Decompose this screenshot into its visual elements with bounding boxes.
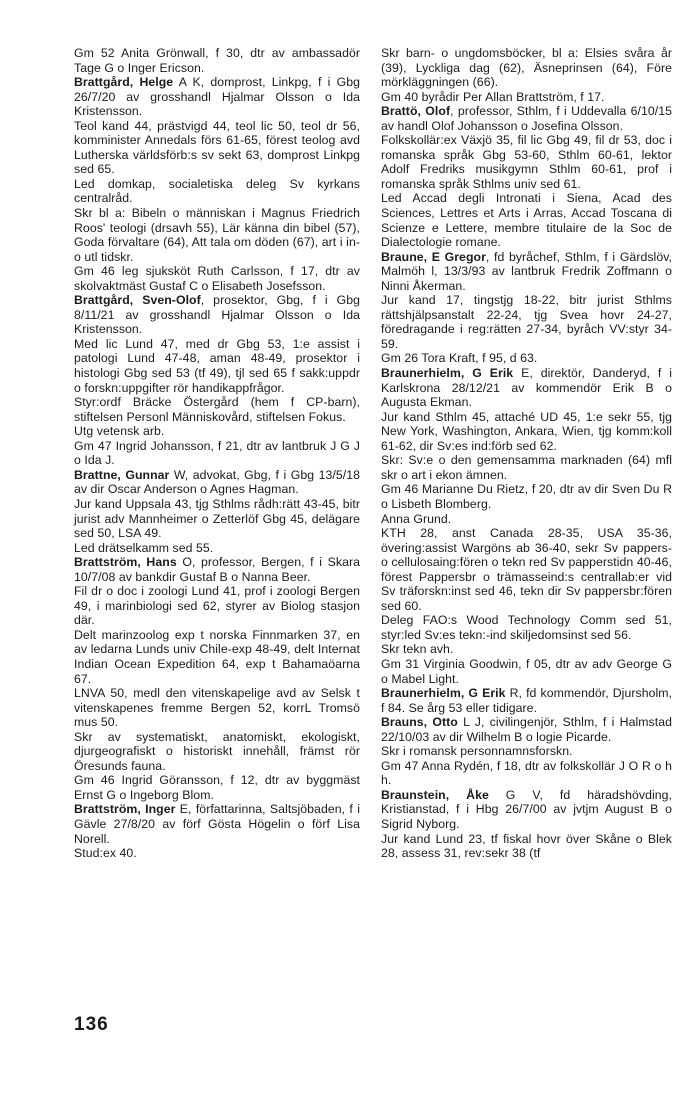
text-paragraph [74,177,360,206]
paragraph-text: Gm 31 Virginia Goodwin, f 05, dtr av adv George G o Mabel Light. [381,656,672,686]
paragraph-text: Skr: Sv:e o den gemensamma marknaden (64) mfl skr o art i ekon ämnen. [381,453,672,482]
paragraph-text: Skr i romansk personnamnsforskn. [381,744,573,759]
paragraph-text: A K, domprost, Linkpg, f i Gbg 26/7/20 av grosshandl Hjalmar Olsson o Ida Kristensson. [74,75,360,119]
entry-name: Braunstein, Åke [381,787,489,802]
text-paragraph [74,395,360,424]
paragraph-text: Led Accad degli Intronati i Siena, Acad des Sciences, Lettres et Arts i Arras, Accad Toscana di Scienze e Lettere, membre titulaire de la Soc de Dialectologie romane. [381,191,672,250]
entry-name: Braune, E Gregor [381,249,486,264]
entry-paragraph [381,686,672,715]
paragraph-text: O, professor, Bergen, f i Skara 10/7/08 av bankdir Gustaf B o Nanna Beer. [74,555,361,584]
paragraph-text: Gm 26 Tora Kraft, f 95, d 63. [381,351,538,366]
entry-name: Brauns, Otto [381,715,458,730]
text-paragraph [381,293,672,351]
text-paragraph [381,191,672,249]
text-paragraph [381,410,672,454]
text-paragraph [74,46,360,75]
paragraph-text: Gm 52 Anita Grönwall, f 30, dtr av ambassadör Tage G o Inger Ericson. [74,46,360,75]
paragraph-text: Utg vetensk arb. [74,424,165,439]
entry-paragraph [74,293,360,337]
paragraph-text: Folkskollär:ex Växjö 35, fil lic Gbg 49, fil dr 53, doc i romanska språk Gbg 53-60, Sthlm 60-61, lektor Adolf Fredriks musikgymn Sthlm 60-61, prof i romanska språk Sthlms univ sed 61. [381,133,672,191]
text-paragraph [74,584,360,628]
paragraph-text: Fil dr o doc i zoologi Lund 41, prof i zoologi Bergen 49, i marinbiologi sed 62, styrer av Biolog stasjon där. [74,584,360,628]
text-paragraph [74,846,360,861]
entry-paragraph [381,250,672,294]
text-paragraph [381,759,672,788]
text-paragraph [74,686,360,730]
text-paragraph [381,642,672,657]
text-paragraph [381,351,672,366]
entry-name: Brattström, Hans [74,555,177,570]
paragraph-text: Teol kand 44, prästvigd 44, teol lic 50, teol dr 56, komminister Annedals förs 61-65, förest teolog avd Lutherska världsförb:s sv sekt 63, domprost Linkpg sed 65. [74,118,360,177]
entry-name: Braunerhielm, G Erik [381,366,514,381]
paragraph-text: Skr tekn avh. [381,642,454,657]
paragraph-text: Gm 46 Marianne Du Rietz, f 20, dtr av dir Sven Du R o Lisbeth Blomberg. [381,482,672,511]
text-paragraph [381,482,672,511]
paragraph-text: Gm 40 byrådir Per Allan Brattström, f 17. [381,89,605,104]
paragraph-text: Led drätselkamm sed 55. [74,540,214,555]
text-paragraph [381,832,672,861]
text-paragraph [381,744,672,759]
paragraph-text: Anna Grund. [381,511,452,526]
text-paragraph [381,46,672,90]
text-paragraph [74,497,360,541]
paragraph-text: Skr barn- o ungdomsböcker, bl a: Elsies svåra år (39), Lyckliga dag (62), Äsneprinsen (64), Före mörkläggningen (66). [381,46,672,90]
entry-paragraph [74,75,360,119]
paragraph-text: Jur kand Lund 23, tf fiskal hovr över Skåne o Blek 28, assess 31, rev:sekr 38 (tf [381,831,672,861]
paragraph-text: Skr bl a: Bibeln o människan i Magnus Friedrich Roos' teologi (drsavh 55), Lär känna din bibel (57), Goda förvaltare (64), Att tala om döden (67), art i in- o utl tidskr. [74,206,360,264]
text-paragraph [74,773,360,802]
text-paragraph [381,657,672,686]
text-paragraph [74,337,360,395]
paragraph-text: Gm 46 leg sjuksköt Ruth Carlsson, f 17, dtr av skolvaktmäst Gustaf C o Elisabeth Josefsson. [74,264,360,293]
paragraph-text: Jur kand Uppsala 43, tjg Sthlms rådh:rätt 43-45, bitr jurist adv Mannheimer o Zetterlöf Gbg 45, delägare sed 50, LSA 49. [74,496,360,541]
right-column [381,46,672,861]
paragraph-text: Skr av systematiskt, anatomiskt, ekologiskt, djurgeografiskt o historiskt innehåll, främst rör Öresunds fauna. [74,729,360,773]
paragraph-text: , prosektor, Gbg, f i Gbg 8/11/21 av grosshandl Hjalmar Olsson o Ida Kristensson. [74,293,361,337]
entry-name: Brattström, Inger [74,802,176,817]
paragraph-text: E, författarinna, Saltsjöbaden, f i Gävle 27/8/20 av förf Gösta Högelin o förf Lisa Norell. [74,802,360,846]
text-paragraph [74,119,360,177]
paragraph-text: Stud:ex 40. [74,846,137,861]
paragraph-text: Gm 46 Ingrid Göransson, f 12, dtr av byggmäst Ernst G o Ingeborg Blom. [74,773,360,802]
paragraph-text: Jur kand 17, tingstjg 18-22, bitr jurist Sthlms rättshjälpsanstalt 22-24, tjg Svea hovr 24-27, föredragande i reg:rätten 27-34, byråch VV:styr 34-59. [381,293,672,351]
entry-name: Brattö, Olof [381,104,451,119]
text-paragraph [381,526,672,613]
paragraph-text: , professor, Sthlm, f i Uddevalla 6/10/15 av handl Olof Johansson o Josefina Olsson. [381,104,672,133]
paragraph-text: G V, fd häradshövding, Kristianstad, f i Hbg 26/7/00 av jvtjm August B o Sigrid Nyborg. [381,787,673,831]
paragraph-text: LNVA 50, medl den vitenskapelige avd av Selsk t vitenskapenes fremme Bergen 52, korrL Tromsö mus 50. [74,686,360,730]
paragraph-text: Deleg FAO:s Wood Technology Comm sed 51, styr:led Sv:es tekn:-ind skiljedomsinst sed 56. [381,613,672,642]
paragraph-text: Jur kand Sthlm 45, attaché UD 45, 1:e sekr 55, tjg New York, Washington, Ankara, Wien, tjg komm:koll 61-62, dir Sv:es ind:förb sed 62. [381,409,672,453]
entry-paragraph [381,715,672,744]
text-paragraph [74,730,360,774]
entry-name: Brattne, Gunnar [74,467,170,482]
paragraph-text: Gm 47 Anna Rydén, f 18, dtr av folkskollär J O R o h h. [381,758,672,788]
paragraph-text: W, advokat, Gbg, f i Gbg 13/5/18 av dir Oscar Anderson o Agnes Hagman. [74,467,360,497]
entry-name: Brattgård, Sven-Olof [74,293,201,308]
entry-paragraph [74,802,360,846]
paragraph-text: , fd byråchef, Sthlm, f i Gärdslöv, Malmöh l, 13/3/93 av lantbruk Fredrik Zoffmann o Ninni Åkerman. [381,249,672,293]
paragraph-text: Med lic Lund 47, med dr Gbg 53, 1:e assist i patologi Lund 47-48, aman 48-49, prosektor i histologi Gbg sed 53 (tf 49), tjl sed 65 f sakk:uppdr o forskn:uppgifter rör handikappfrågor. [74,336,360,395]
paragraph-text: Styr:ordf Bräcke Östergård (hem f CP-barn), stiftelsen Personl Människovård, stiftelsen Fokus. [74,395,360,424]
page-number: 136 [74,1014,109,1035]
text-paragraph [381,453,672,482]
text-paragraph [74,424,360,439]
entry-paragraph [74,468,360,497]
text-paragraph [74,628,360,686]
entry-name: Braunerhielm, G Erik [381,686,506,701]
text-paragraph [381,613,672,642]
text-paragraph [74,541,360,556]
left-column [74,46,360,861]
paragraph-text: Led domkap, socialetiska deleg Sv kyrkans centralråd. [74,176,360,206]
text-paragraph [381,512,672,527]
entry-paragraph [381,788,672,832]
text-paragraph [74,264,360,293]
paragraph-text: Gm 47 Ingrid Johansson, f 21, dtr av lantbruk J G J o Ida J. [74,438,360,468]
paragraph-text: E, direktör, Danderyd, f i Karlskrona 28/12/21 av kommendör Erik B o Augusta Ekman. [381,366,672,410]
paragraph-text: L J, civilingenjör, Sthlm, f i Halmstad 22/10/03 av dir Wilhelm B o logie Picarde. [381,715,672,744]
paragraph-text: KTH 28, anst Canada 28-35, USA 35-36, övering:assist Wargöns ab 36-40, sekr Sv pappers- o cellulosaing:fören o tekn red Sv papperstidn 40-46, förest Pappersbr o trämasseind:s centrallab:er vid Sv träforskn:inst sed 46, tekn dir Sv pappersbr:fören sed 60. [381,526,672,613]
text-paragraph [381,90,672,105]
text-paragraph [381,133,672,191]
paragraph-text: R, fd kommendör, Djursholm, f 84. Se årg 53 eller tidigare. [381,686,673,715]
text-paragraph [74,439,360,468]
entry-paragraph [381,104,672,133]
paragraph-text: Delt marinzoolog exp t norska Finnmarken 37, en av ledarna Lunds univ Chile-exp 48-49, delt Internat Indian Ocean Expedition 64, exp t Bahamaöarna 67. [74,627,360,686]
text-paragraph [74,206,360,264]
entry-name: Brattgård, Helge [74,75,174,90]
entry-paragraph [74,555,360,584]
entry-paragraph [381,366,672,410]
